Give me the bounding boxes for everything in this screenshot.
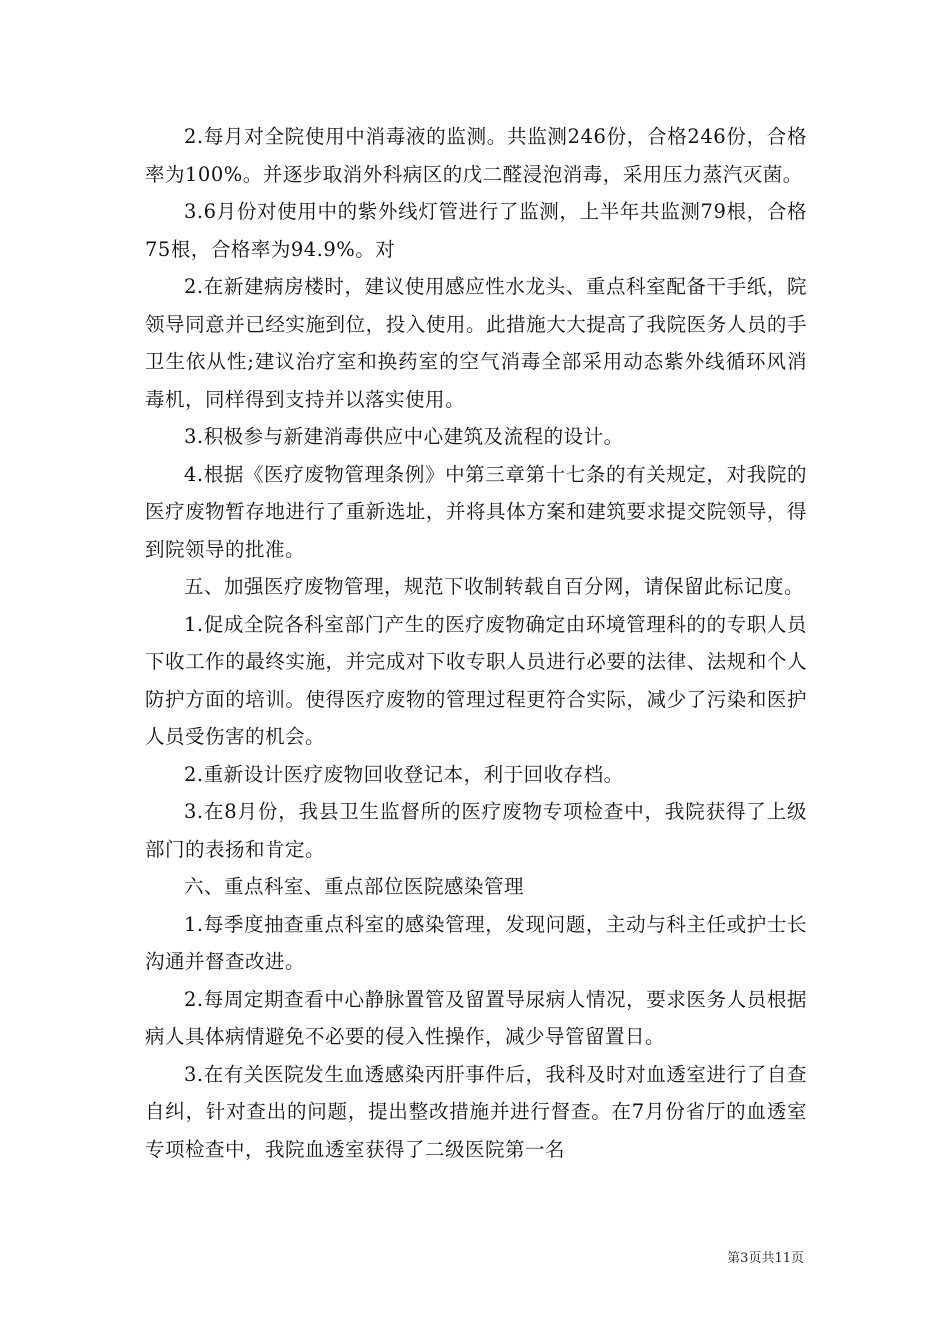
paragraph-8: 3.在8月份，我县卫生监督所的医疗废物专项检查中，我院获得了上级部门的表扬和肯定。 bbox=[145, 800, 807, 861]
paragraph-3: 2.在新建病房楼时，建议使用感应性水龙头、重点科室配备干手纸，院领导同意并已经实施到位，投入使用。此措施大大提高了我院医务人员的手卫生依从性;建议治疗室和换药室的空气消毒全部采用动态紫外线循环风消毒机，同样得到支持并以落实使用。 bbox=[145, 275, 807, 411]
page-number: 第3页共11页 bbox=[727, 1251, 804, 1266]
paragraph-1: 2.每月对全院使用中消毒液的监测。共监测246份，合格246份，合格率为100%。并逐步取消外科病区的戊二醛浸泡消毒，采用压力蒸汽灭菌。 bbox=[145, 125, 807, 186]
paragraph-11: 3.在有关医院发生血透感染丙肝事件后，我科及时对血透室进行了自查自纠，针对查出的问题，提出整改措施并进行督查。在7月份省厅的血透室专项检查中，我院血透室获得了二级医院第一名 bbox=[145, 1062, 807, 1161]
paragraph-4: 3.积极参与新建消毒供应中心建筑及流程的设计。 bbox=[184, 425, 624, 448]
paragraph-5: 4.根据《医疗废物管理条例》中第三章第十七条的有关规定，对我院的医疗废物暂存地进行了重新选址，并将具体方案和建筑要求提交院领导，得到院领导的批准。 bbox=[145, 462, 807, 561]
document-body bbox=[145, 118, 807, 1168]
paragraph-7: 2.重新设计医疗废物回收登记本，利于回收存档。 bbox=[184, 762, 624, 786]
section-heading-5: 五、加强医疗废物管理，规范下收制转载自百分网，请保留此标记度。 bbox=[184, 575, 805, 598]
paragraph-10: 2.每周定期查看中心静脉置管及留置导尿病人情况，要求医务人员根据病人具体病情避免不必要的侵入性操作，减少导管留置日。 bbox=[145, 987, 807, 1048]
paragraph-9: 1.每季度抽查重点科室的感染管理，发现问题，主动与科主任或护士长沟通并督查改进。 bbox=[145, 912, 807, 973]
section-heading-6: 六、重点科室、重点部位医院感染管理 bbox=[184, 875, 525, 898]
paragraph-2: 3.6月份对使用中的紫外线灯管进行了监测，上半年共监测79根，合格75根，合格率为94.9%。对 bbox=[145, 200, 807, 261]
paragraph-6: 1.促成全院各科室部门产生的医疗废物确定由环境管理科的的专职人员下收工作的最终实施，并完成对下收专职人员进行必要的法律、法规和个人防护方面的培训。使得医疗废物的管理过程更符合实际，减少了污染和医护人员受伤害的机会。 bbox=[145, 612, 807, 748]
